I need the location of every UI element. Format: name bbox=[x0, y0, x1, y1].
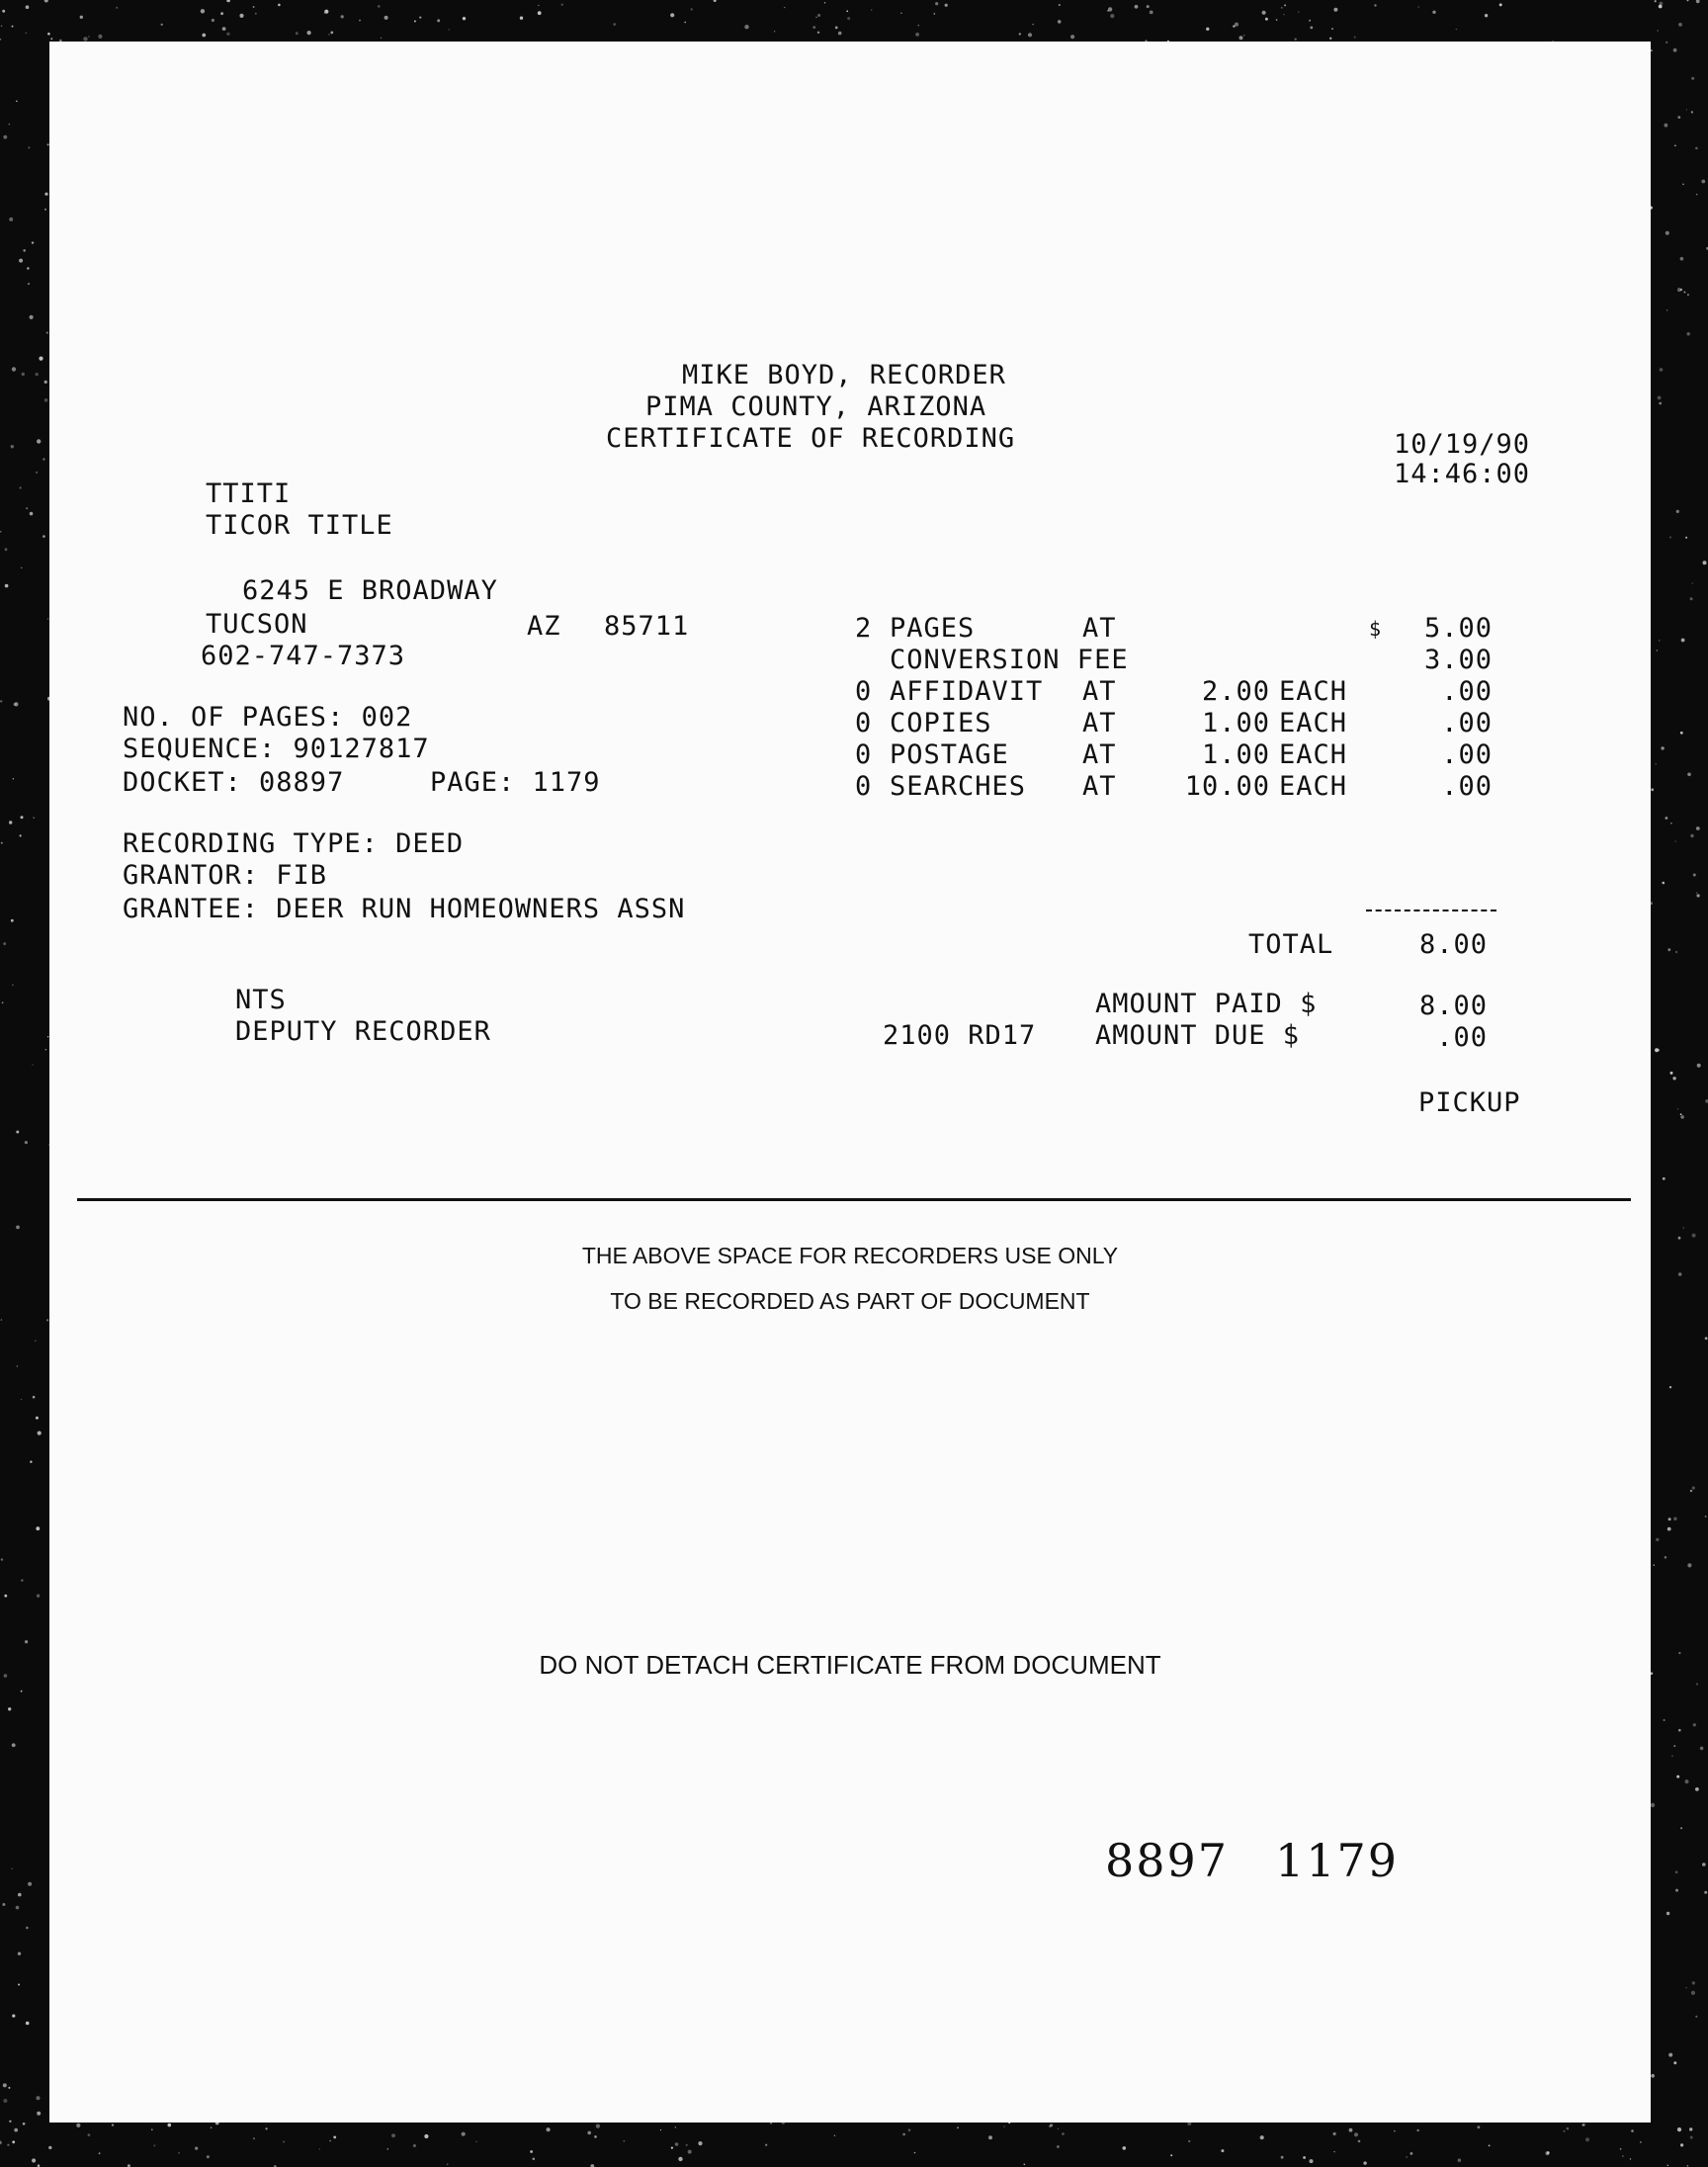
fee-at: AT bbox=[1082, 676, 1117, 707]
fee-each: EACH bbox=[1279, 708, 1348, 738]
fee-rate: 1.00 bbox=[1201, 708, 1270, 738]
fee-each: EACH bbox=[1279, 739, 1348, 770]
fee-item: AFFIDAVIT bbox=[890, 676, 1044, 707]
deputy-initials: NTS bbox=[235, 985, 287, 1015]
amount-paid-label: AMOUNT PAID $ bbox=[1095, 989, 1318, 1019]
amount-due-label: AMOUNT DUE $ bbox=[1095, 1020, 1301, 1051]
do-not-detach-warning: DO NOT DETACH CERTIFICATE FROM DOCUMENT bbox=[539, 1650, 1161, 1680]
fee-rate: 10.00 bbox=[1184, 771, 1270, 802]
fee-amount: .00 bbox=[1441, 676, 1493, 707]
fee-at: AT bbox=[1082, 613, 1117, 644]
fee-amount: .00 bbox=[1441, 771, 1493, 802]
fee-item: POSTAGE bbox=[890, 739, 1009, 770]
fee-item: COPIES bbox=[890, 708, 992, 738]
fee-rate: 1.00 bbox=[1201, 739, 1270, 770]
fee-at: AT bbox=[1082, 739, 1117, 770]
fee-quantity: 0 bbox=[855, 771, 873, 802]
fee-at: AT bbox=[1082, 708, 1117, 738]
certificate-title: CERTIFICATE OF RECORDING bbox=[606, 423, 1016, 454]
station-code: 2100 RD17 bbox=[883, 1020, 1037, 1051]
stamp-page: 1179 bbox=[1275, 1834, 1400, 1887]
fee-amount: .00 bbox=[1441, 708, 1493, 738]
number-of-pages: NO. OF PAGES: 002 bbox=[123, 702, 413, 733]
record-time: 14:46:00 bbox=[1394, 459, 1531, 489]
record-date: 10/19/90 bbox=[1394, 429, 1531, 460]
pickup-label: PICKUP bbox=[1418, 1087, 1521, 1118]
fee-quantity: 0 bbox=[855, 708, 873, 738]
recorder-name: MIKE BOYD, RECORDER bbox=[682, 360, 1006, 390]
fee-item: PAGES bbox=[890, 613, 976, 644]
addressee-street: 6245 E BROADWAY bbox=[242, 575, 498, 606]
addressee-state: AZ bbox=[527, 611, 561, 642]
certificate-page bbox=[49, 42, 1651, 2123]
fee-amount: 3.00 bbox=[1423, 645, 1493, 675]
addressee-phone: 602-747-7373 bbox=[201, 641, 406, 671]
fee-each: EACH bbox=[1279, 676, 1348, 707]
recording-type: RECORDING TYPE: DEED bbox=[123, 828, 465, 859]
addressee-code: TTITI bbox=[206, 478, 292, 509]
fee-at: AT bbox=[1082, 771, 1117, 802]
addressee-city: TUCSON bbox=[206, 609, 308, 640]
fee-rate: 2.00 bbox=[1201, 676, 1270, 707]
fee-item: CONVERSION FEE bbox=[890, 645, 1129, 675]
recorders-use-note: THE ABOVE SPACE FOR RECORDERS USE ONLY bbox=[581, 1243, 1119, 1268]
grantor: GRANTOR: FIB bbox=[123, 860, 328, 891]
fee-quantity: 2 bbox=[855, 613, 873, 644]
total-separator bbox=[1366, 910, 1496, 911]
amount-due: .00 bbox=[1436, 1022, 1488, 1053]
addressee-zip: 85711 bbox=[604, 611, 690, 642]
fee-each: EACH bbox=[1279, 771, 1348, 802]
amount-paid: 8.00 bbox=[1418, 991, 1488, 1021]
fee-amount: 5.00 bbox=[1423, 613, 1493, 644]
fee-amount: .00 bbox=[1441, 739, 1493, 770]
fee-quantity: 0 bbox=[855, 676, 873, 707]
deputy-title: DEPUTY RECORDER bbox=[235, 1016, 491, 1047]
docket-number: DOCKET: 08897 bbox=[123, 767, 345, 798]
divider-line bbox=[77, 1198, 1631, 1201]
grantee: GRANTEE: DEER RUN HOMEOWNERS ASSN bbox=[123, 894, 686, 924]
fee-item: SEARCHES bbox=[890, 771, 1027, 802]
stamp-docket: 8897 bbox=[1105, 1834, 1230, 1887]
total-amount: 8.00 bbox=[1418, 929, 1488, 960]
page-number: PAGE: 1179 bbox=[430, 767, 601, 798]
total-label: TOTAL bbox=[1248, 929, 1334, 960]
county-name: PIMA COUNTY, ARIZONA bbox=[645, 391, 987, 422]
addressee-company: TICOR TITLE bbox=[206, 510, 393, 541]
fee-dollar: $ bbox=[1369, 617, 1383, 641]
recorded-part-note: TO BE RECORDED AS PART OF DOCUMENT bbox=[610, 1288, 1090, 1314]
fee-quantity: 0 bbox=[855, 739, 873, 770]
sequence-number: SEQUENCE: 90127817 bbox=[123, 734, 430, 764]
